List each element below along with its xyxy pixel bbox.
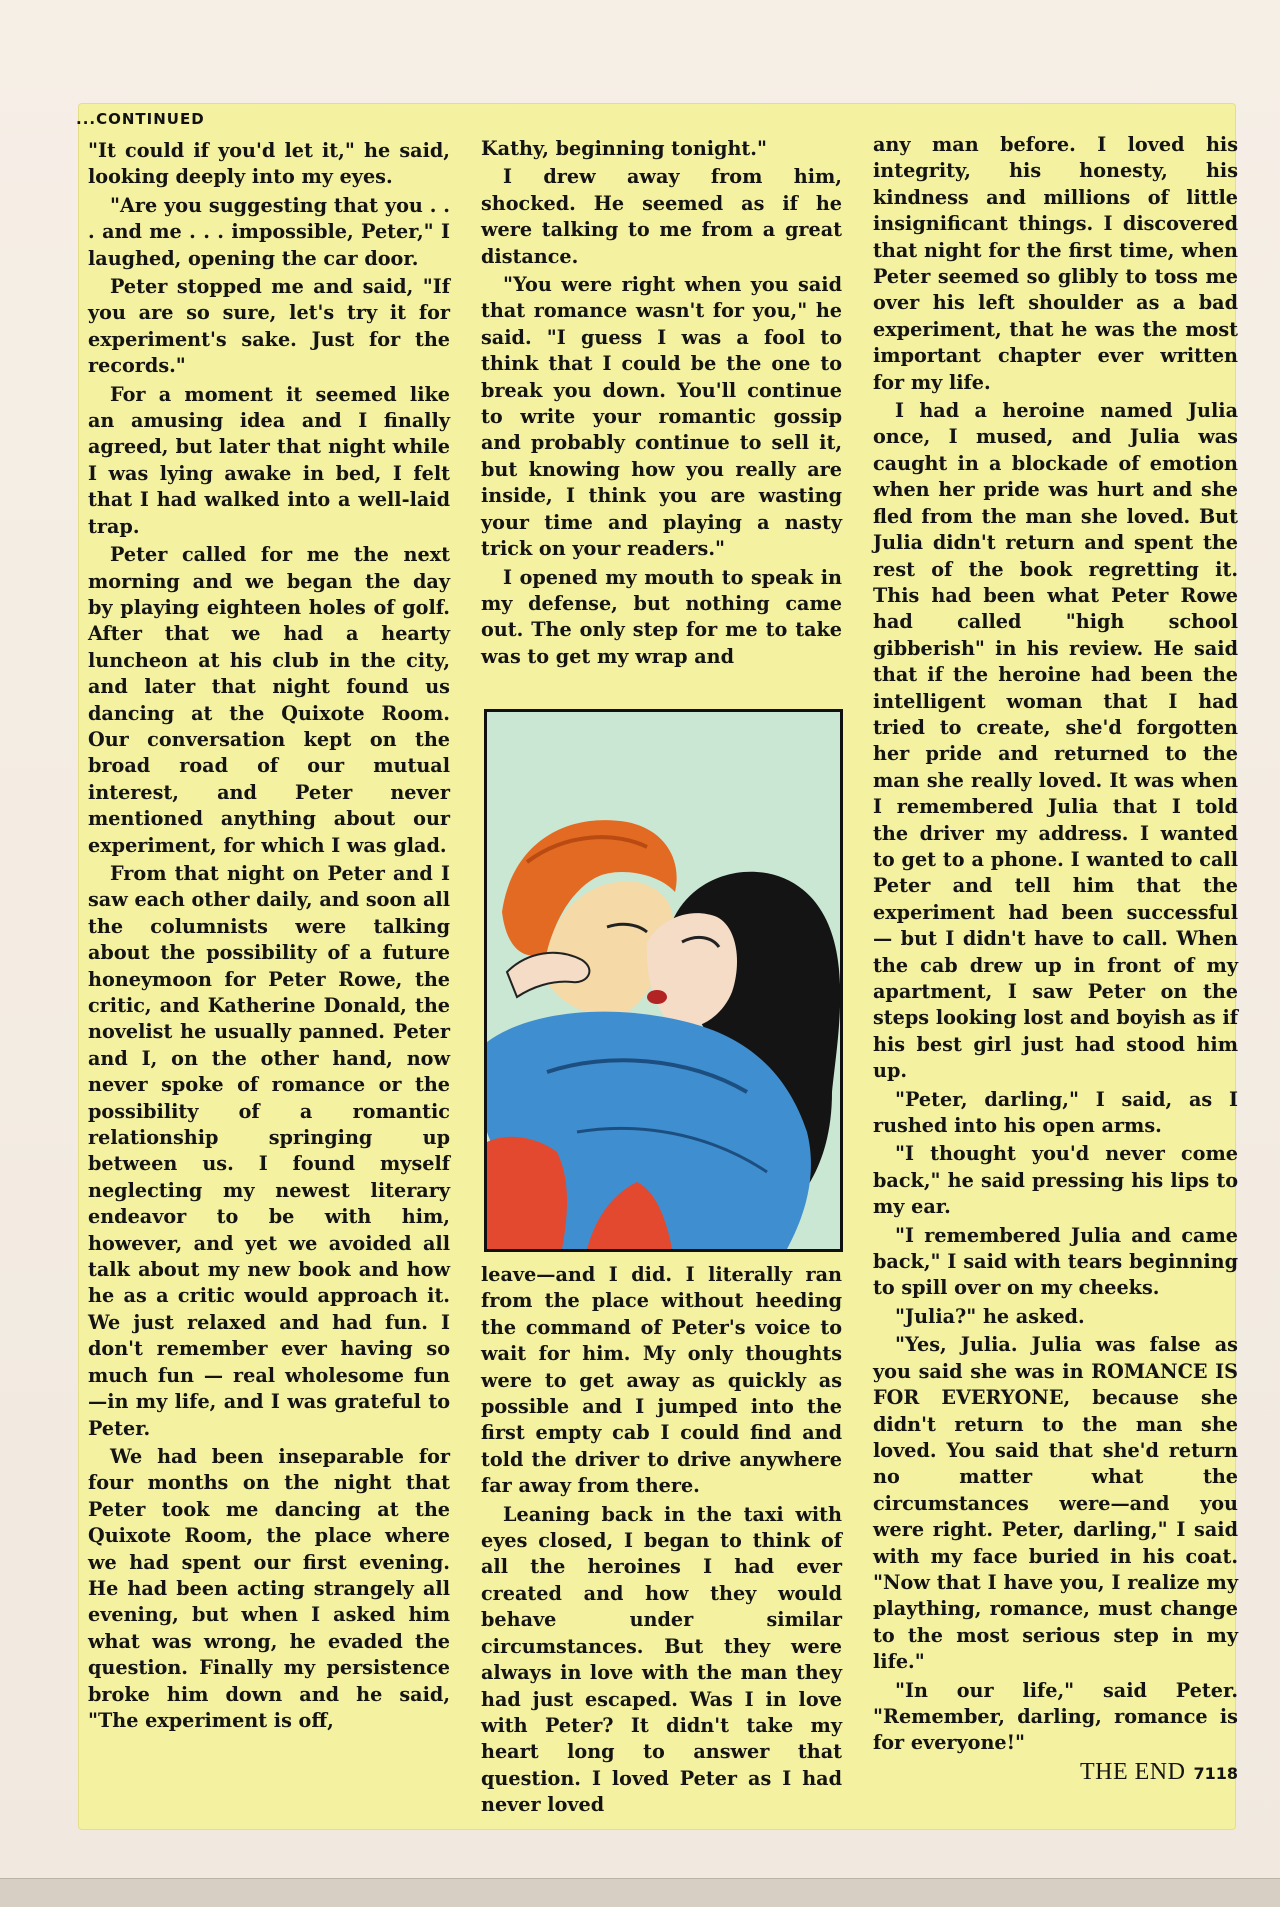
paragraph: I drew away from him, shocked. He seemed as if he were talking to me from a great distance.	[481, 165, 842, 268]
woman-dress	[487, 1137, 567, 1249]
ending-line	[873, 1759, 1238, 1787]
paragraph: any man before. I loved his integrity, his honesty, his kindness and millions of little insignificant things. I discovered that night for the first time, when Peter seemed so glibly to toss me over his left shoulder as a bad experiment, that he was the most important chapter ever written for my life.	[873, 133, 1238, 394]
paragraph: I opened my mouth to speak in my defense, but nothing came out. The only step for me to take was to get my wrap and	[481, 565, 842, 668]
paragraph: We had been inseparable for four months on the night that Peter took me dancing at the Quixote Room, the place where we had spent our first evening. He had been acting strangely all evening, but when I asked him what was wrong, he evaded the question. Finally my persistence broke him down and he said, "The experiment is off,	[88, 1444, 450, 1732]
paragraph: "Julia?" he asked.	[895, 1304, 1085, 1328]
paragraph: Kathy, beginning tonight."	[481, 137, 767, 160]
paragraph: "I thought you'd never come back," he said pressing his lips to my ear.	[873, 1142, 1238, 1219]
paragraph: Peter called for me the next morning and we began the day by playing eighteen holes of golf. After that we had a hearty luncheon at his club in the city, and later that night found us dancing at the Quixote Room. Our conversation kept on the broad road of our mutual interest, and Peter never mentioned anything about our experiment, for which I was glad.	[88, 543, 450, 857]
kiss-illustration	[484, 709, 843, 1252]
paragraph: "In our life," said Peter. "Remember, darling, romance is for everyone!"	[873, 1678, 1238, 1755]
paragraph: "It could if you'd let it," he said, looking deeply into my eyes.	[88, 139, 450, 189]
paragraph: Peter stopped me and said, "If you are so sure, let's try it for experiment's sake. Just for the records."	[88, 275, 450, 378]
the-end-label: THE END	[1079, 1758, 1186, 1785]
page-bottom-strip	[0, 1878, 1280, 1907]
column-3	[873, 132, 1238, 1789]
column-2-bottom	[481, 1262, 842, 1821]
continued-label: ...CONTINUED	[76, 110, 205, 128]
paragraph: "Are you suggesting that you . . . and me . . . impossible, Peter," I laughed, opening the car door.	[88, 193, 450, 270]
paragraph: "I remembered Julia and came back," I said with tears beginning to spill over on my cheeks.	[873, 1223, 1238, 1300]
paragraph: "You were right when you said that romance wasn't for you," he said. "I guess I was a fool to think that I could be the one to break you down. You'll continue to write your romantic gossip and probably continue to sell it, but knowing how you really are inside, I think you are wasting your time and playing a nasty trick on your readers."	[481, 273, 842, 561]
paragraph: Leaning back in the taxi with eyes closed, I began to think of all the heroines I had ever created and how they would behave under similar circumstances. But they were always in love with the man they had just escaped. Was I in love with Peter? It didn't take my heart long to answer that question. I loved Peter as I had never loved	[481, 1502, 842, 1817]
paragraph: For a moment it seemed like an amusing idea and I finally agreed, but later that night while I was lying awake in bed, I felt that I had walked into a well-laid trap.	[88, 382, 450, 538]
column-1	[88, 138, 450, 1736]
paragraph: From that night on Peter and I saw each other daily, and soon all the columnists were talking about the possibility of a future honeymoon for Peter Rowe, the critic, and Katherine Donald, the novelist he usually panned. Peter and I, on the other hand, now never spoke of romance or the possibility of a romantic relationship springing up between us. I found myself neglecting my newest literary endeavor to be with him, however, and yet we avoided all talk about my new book and how he as a critic would approach it. We just relaxed and had fun. I don't remember ever having so much fun — real wholesome fun—in my life, and I was grateful to Peter.	[88, 861, 450, 1440]
column-2-top	[481, 136, 842, 672]
paragraph: "Peter, darling," I said, as I rushed into his open arms.	[873, 1087, 1238, 1138]
paragraph: "Yes, Julia. Julia was false as you said she was in ROMANCE IS FOR EVERYONE, because she didn't return to the man she loved. You said that she'd return no matter what the circumstances were—and you were right. Peter, darling," I said with my face buried in his coat. "Now that I have you, I realize my plaything, romance, must change to the most serious step in my life."	[873, 1333, 1238, 1674]
story-code: 7118	[1193, 1763, 1238, 1783]
paragraph: leave—and I did. I literally ran from the place without heeding the command of Peter's voice to wait for him. My only thoughts were to get away as quickly as possible and I jumped into the first empty cab I could find and told the driver to drive anywhere far away from there.	[481, 1263, 842, 1498]
paragraph: I had a heroine named Julia once, I mused, and Julia was caught in a blockade of emotion when her pride was hurt and she fled from the man she loved. But Julia didn't return and spent the rest of the book regretting it. This had been what Peter Rowe had called "high school gibberish" in his review. He said that if the heroine had been the intelligent woman that I had tried to create, she'd forgotten her pride and returned to the man she really loved. It was when I remembered Julia that I told the driver my address. I wanted to get to a phone. I wanted to call Peter and tell him that the experiment had been successful — but I didn't have to call. When the cab drew up in front of my apartment, I saw Peter on the steps looking lost and boyish as if his best girl just had stood him up.	[873, 399, 1238, 1083]
